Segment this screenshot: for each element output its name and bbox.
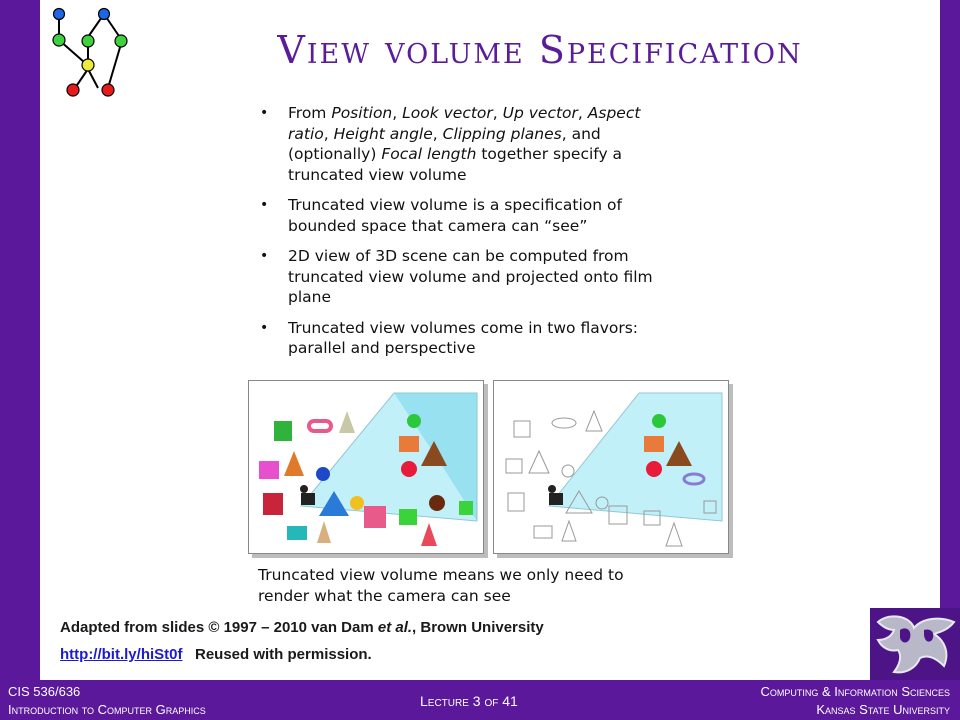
credit-line-1	[60, 619, 544, 636]
slide-title: View volume Specification	[277, 28, 803, 72]
bullet-dot: •	[260, 197, 269, 213]
bullet-line: 2D view of 3D scene can be computed from	[288, 247, 629, 265]
italic-term: Height angle	[333, 124, 433, 143]
permission-text: Reused with permission.	[195, 646, 372, 663]
italic-term: Clipping planes	[442, 124, 562, 143]
bullet-item	[258, 103, 728, 185]
footer-university: Kansas State University	[816, 702, 950, 717]
right-side-bar	[940, 0, 960, 610]
italic-term: Position	[331, 104, 393, 122]
left-side-bar	[0, 0, 40, 680]
source-link[interactable]: http://bit.ly/hiSt0f	[60, 646, 183, 663]
footer-lecture: Lecture 3 of 41	[420, 693, 518, 709]
italic-term: Up vector	[502, 104, 578, 122]
bullet-dot: •	[260, 319, 269, 336]
italic-term: Focal length	[381, 145, 477, 163]
bullet-line: ratio, Height angle, Clipping planes, and	[288, 124, 601, 143]
bullet-line: bounded space that camera can “see”	[288, 216, 588, 235]
credit-italic: et al.	[377, 619, 413, 636]
italic-term: Aspect	[587, 104, 641, 122]
bullet-line: Truncated view volume is a specification of	[288, 196, 622, 214]
bullet-line: (optionally) Focal length together specify a	[288, 145, 623, 163]
figure-caption	[258, 565, 728, 606]
bullet-line: Truncated view volumes come in two flavors:	[288, 318, 639, 337]
credit-line-2	[60, 646, 372, 663]
italic-term: Look vector	[402, 104, 493, 122]
perspective-view-volume-figure	[493, 380, 729, 554]
bullet-line: parallel and perspective	[288, 339, 476, 357]
credit-prefix: Adapted from slides © 1997 – 2010 van Dam	[60, 619, 378, 636]
bullet-line: From Position, Look vector, Up vector, Aspect	[288, 104, 641, 122]
bullet-item	[258, 246, 728, 308]
graph-logo-icon	[40, 4, 140, 104]
credit-suffix: , Brown University	[412, 619, 544, 636]
wildcat-logo-icon	[870, 608, 960, 680]
bullet-list	[258, 103, 728, 369]
caption-line: Truncated view volume means we only need to	[258, 566, 624, 584]
bullet-item	[258, 195, 728, 236]
footer-department: Computing & Information Sciences	[760, 684, 950, 699]
caption-line: render what the camera can see	[258, 586, 511, 605]
bullet-line: truncated view volume and projected onto film	[288, 267, 653, 286]
bullet-dot: •	[260, 105, 269, 121]
bullet-item	[258, 318, 728, 359]
italic-term: ratio	[288, 124, 324, 143]
footer-course-number: CIS 536/636	[8, 684, 81, 699]
footer-course-name: Introduction to Computer Graphics	[8, 702, 206, 717]
parallel-view-volume-figure	[248, 380, 484, 554]
bullet-dot: •	[260, 248, 269, 264]
bullet-line: truncated view volume	[288, 165, 467, 184]
kstate-logo	[870, 608, 960, 680]
bullet-line: plane	[288, 288, 332, 306]
